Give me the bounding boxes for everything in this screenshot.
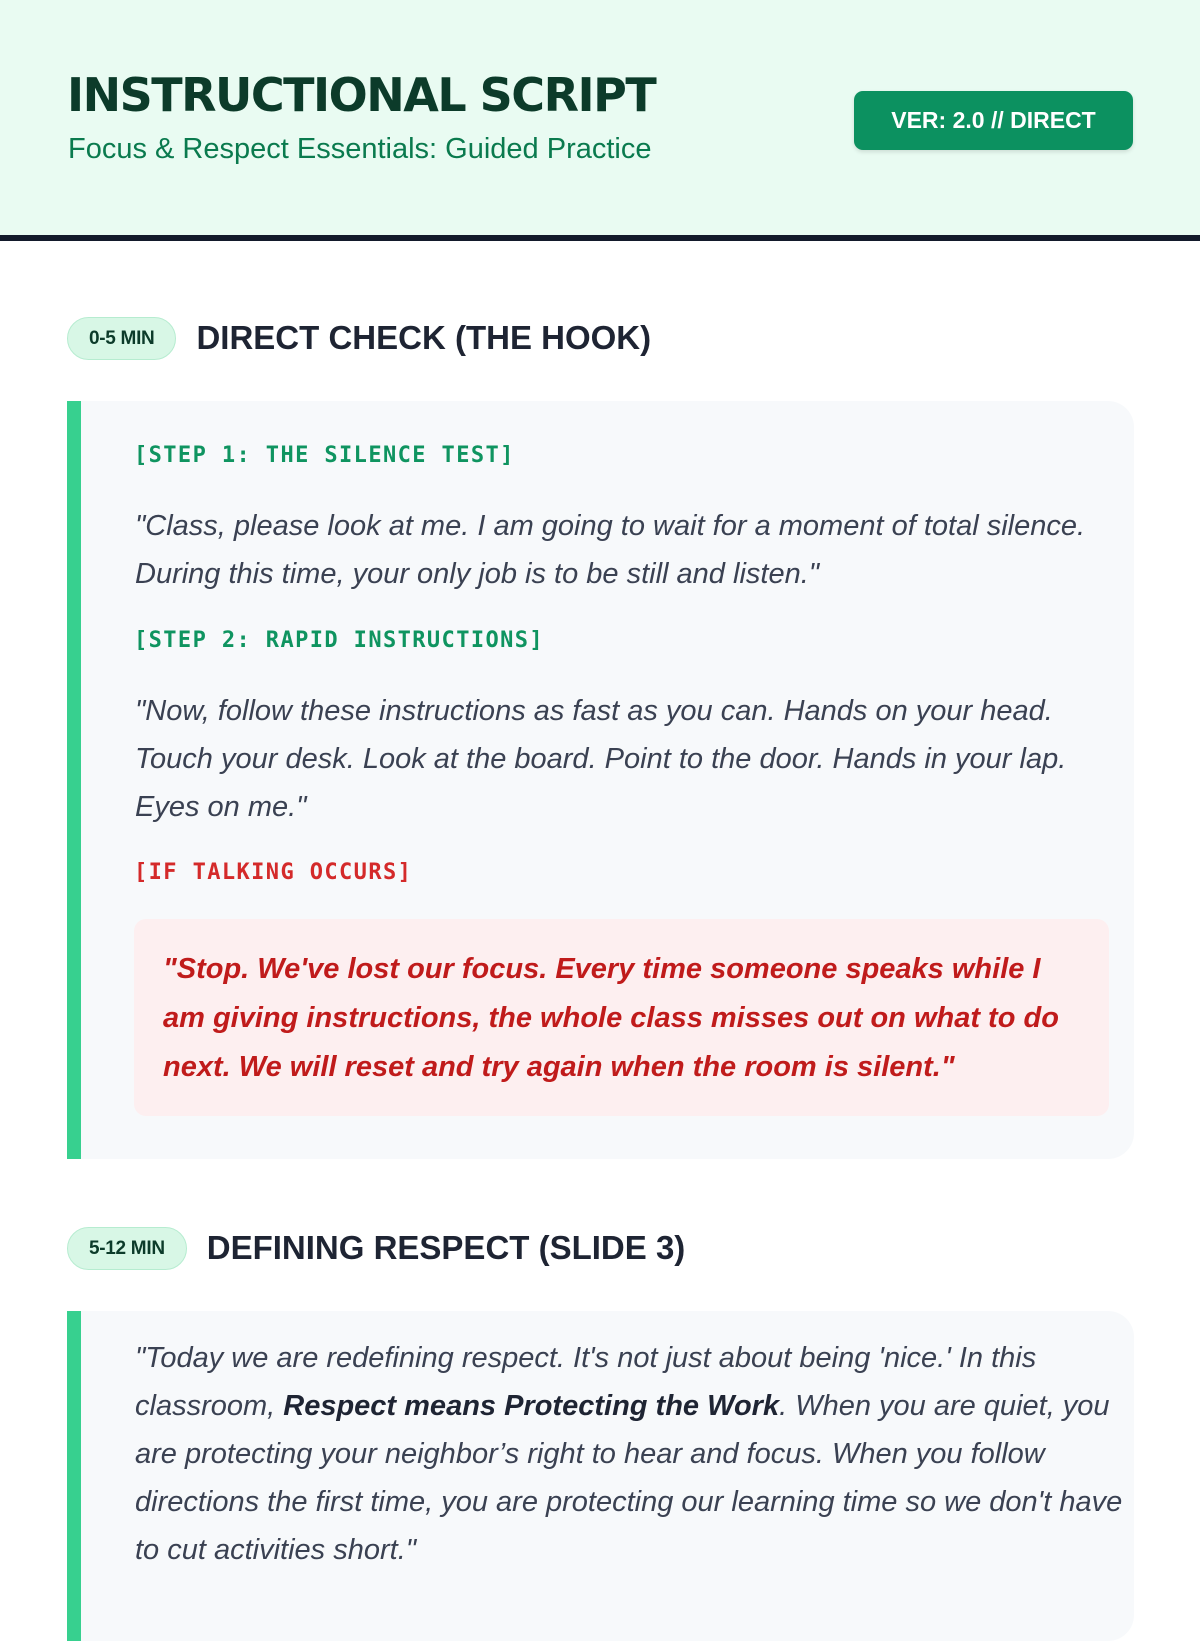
section-title: DEFINING RESPECT (SLIDE 3) (206, 1229, 686, 1266)
quote-text: . When you are quiet, you are protecting your neighbor’s right to hear and focus. When you follow directions the first time, you are protecting our learning time so we don't have to cut activities short." (135, 1390, 1123, 1566)
script-card-direct-check (67, 401, 1134, 1159)
time-badge: 5-12 MIN (67, 1227, 187, 1270)
quote-text: "Today we are redefining respect. It's not just about being 'nice.' In this classroom, (135, 1342, 1037, 1422)
section-header-direct-check (67, 316, 651, 360)
page-title: INSTRUCTIONAL SCRIPT (67, 68, 656, 122)
section-title: DIRECT CHECK (THE HOOK) (196, 319, 652, 356)
warning-quote-box: "Stop. We've lost our focus. Every time someone speaks while I am giving instructions, the whole class misses out on what to do next. We will reset and try again when the room is silent." (134, 919, 1109, 1116)
script-quote: "Class, please look at me. I am going to wait for a moment of total silence. During this time, your only job is to be still and listen." (135, 510, 1086, 590)
version-badge: VER: 2.0 // DIRECT (854, 91, 1133, 150)
script-header (0, 0, 1200, 241)
page-subtitle: Focus & Respect Essentials: Guided Practice (68, 133, 652, 165)
step-label: [STEP 1: THE SILENCE TEST] (134, 443, 515, 468)
script-quote: "Now, follow these instructions as fast as you can. Hands on your head. Touch your desk. Look at the board. Point to the door. Hands in your lap. Eyes on me." (135, 695, 1067, 823)
section-header-defining-respect (67, 1226, 685, 1270)
script-card-defining-respect (67, 1311, 1134, 1641)
script-quote (135, 1334, 1135, 1574)
quote-emphasis: Respect means Protecting the Work (283, 1390, 780, 1422)
warning-label: [IF TALKING OCCURS] (134, 860, 413, 885)
step-label: [STEP 2: RAPID INSTRUCTIONS] (134, 628, 545, 653)
time-badge: 0-5 MIN (67, 317, 176, 360)
